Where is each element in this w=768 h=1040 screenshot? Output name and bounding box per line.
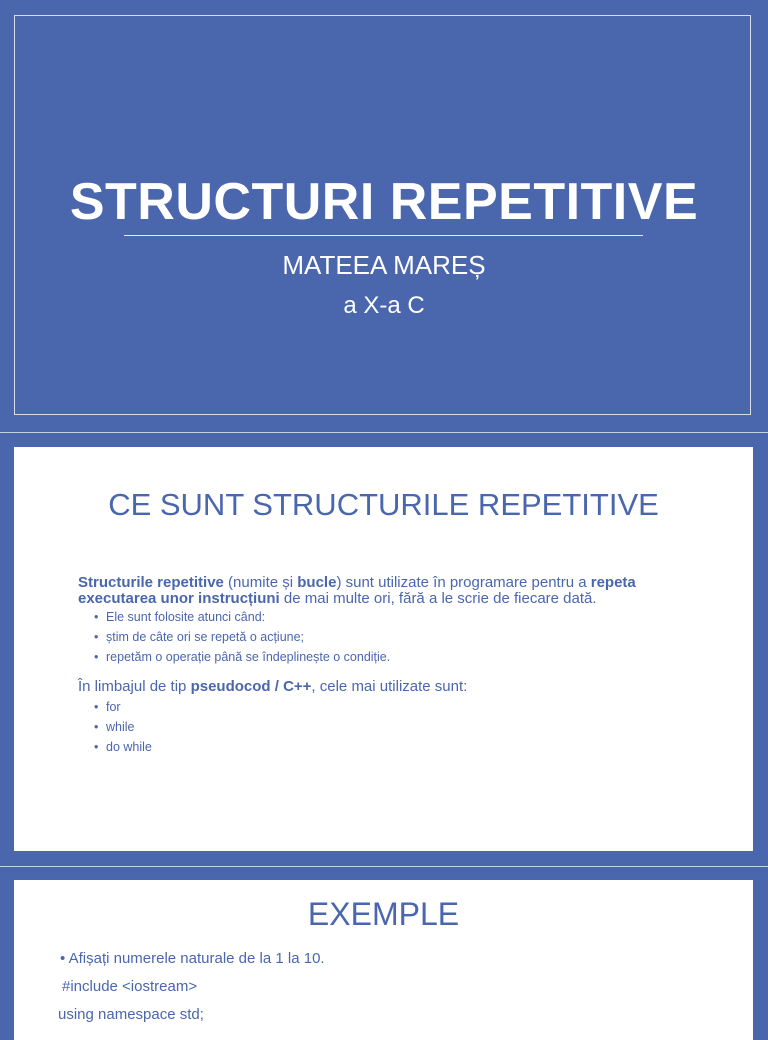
list-item-text: for — [106, 700, 121, 714]
class-label: a X-a C — [343, 292, 425, 319]
slide-card — [14, 880, 753, 1040]
term-repeta: repeta executarea unor instrucțiuni — [78, 574, 636, 607]
bullet-icon: • — [94, 610, 99, 624]
list-item — [94, 607, 698, 627]
list-item-text: while — [106, 720, 135, 734]
list-item-text: știm de câte ori se repetă o acțiune; — [106, 630, 305, 644]
loop-types-list — [78, 697, 698, 757]
slide-body — [78, 575, 698, 757]
langs-text-2: , cele mai utilizate sunt: — [311, 678, 468, 695]
author-name: MATEEA MAREȘ — [282, 250, 486, 280]
slide-title: STRUCTURI REPETITIVE — [69, 173, 699, 231]
list-item-text: Ele sunt folosite atunci când: — [106, 610, 266, 624]
usage-list — [78, 607, 698, 667]
definition-slide — [0, 447, 768, 851]
list-item — [94, 627, 698, 647]
slide-card — [14, 447, 753, 851]
slide-separator — [0, 866, 768, 867]
list-item-text: do while — [106, 740, 152, 754]
list-item-text: repetăm o operație până se îndeplinește o condiție. — [106, 650, 391, 664]
title-slide — [0, 0, 768, 432]
languages-paragraph — [78, 677, 698, 697]
list-item — [94, 647, 698, 667]
title-divider — [124, 235, 643, 236]
bullet-icon: • — [94, 700, 99, 714]
code-line: using namespace std; — [58, 1006, 204, 1023]
code-line: #include <iostream> — [62, 978, 198, 995]
bullet-icon: • — [94, 720, 99, 734]
bullet-icon: • — [94, 650, 99, 664]
slide-heading: CE SUNT STRUCTURILE REPETITIVE — [108, 487, 659, 522]
bullet-icon: • — [94, 740, 99, 754]
task-text: • Afișați numerele naturale de la 1 la 10. — [60, 950, 325, 967]
intro-text-2: ) sunt utilizate în programare pentru a — [336, 574, 591, 591]
examples-slide — [0, 880, 768, 1024]
slide-separator — [0, 432, 768, 433]
term-structuri: Structurile repetitive — [78, 574, 224, 591]
intro-text-3: de mai multe ori, fără a le scrie de fiecare dată. — [279, 590, 597, 607]
langs-text-1: În limbajul de tip — [78, 678, 191, 695]
term-pseudocod: pseudocod / C++ — [190, 678, 312, 695]
list-item — [94, 737, 698, 757]
intro-paragraph — [78, 575, 698, 607]
slide-heading: EXEMPLE — [307, 896, 460, 932]
intro-text-1: (numite și — [223, 574, 298, 591]
list-item — [94, 717, 698, 737]
term-bucle: bucle — [297, 574, 337, 591]
bullet-icon: • — [94, 630, 99, 644]
list-item — [94, 697, 698, 717]
